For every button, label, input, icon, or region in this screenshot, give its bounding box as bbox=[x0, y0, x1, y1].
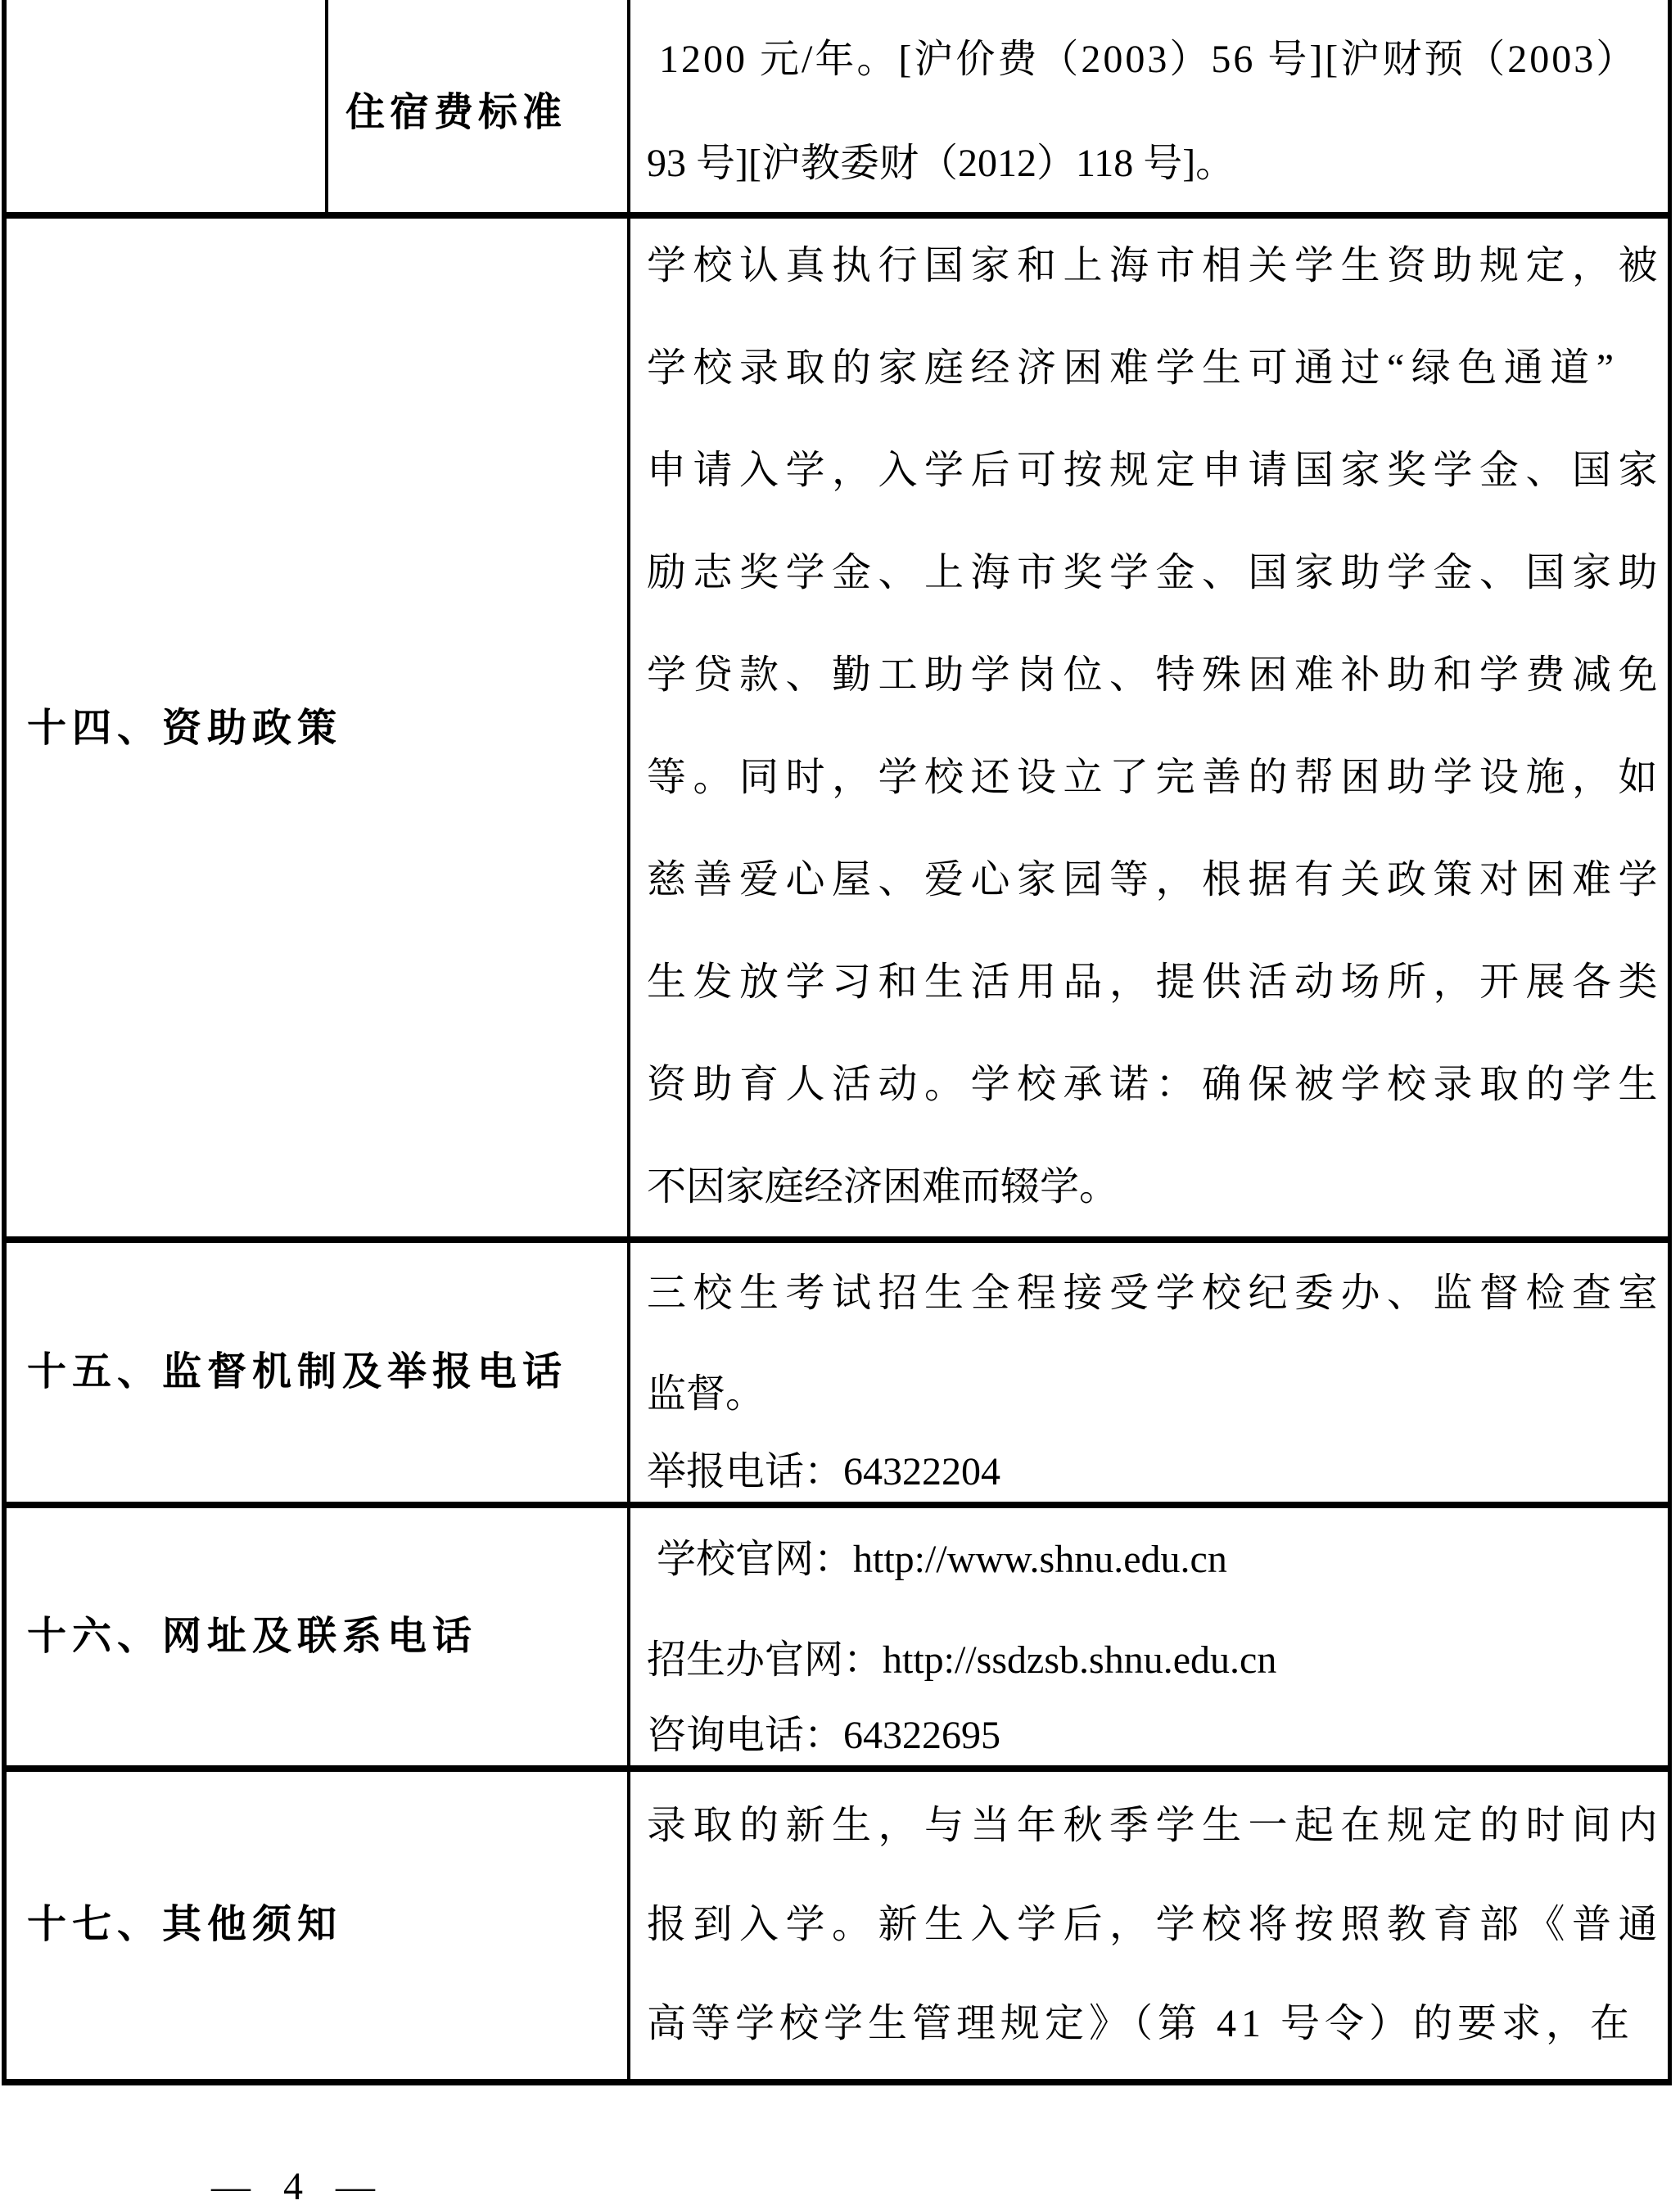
row-14-content-line: 申请入学，入学后可按规定申请国家奖学金、国家 bbox=[647, 449, 1665, 492]
row-lodging-label: 住宿费标准 bbox=[345, 91, 567, 134]
row-14-content-line: 学校认真执行国家和上海市相关学生资助规定，被 bbox=[647, 244, 1665, 287]
row-lodging-line: 93 号][沪教委财（2012）118 号]。 bbox=[647, 142, 1235, 185]
table-rule-2 bbox=[2, 1236, 1672, 1243]
row-17-content-line: 报到入学。新生入学后，学校将按照教育部《普通 bbox=[647, 1903, 1665, 1946]
row-14-content-line: 不因家庭经济困难而辍学。 bbox=[647, 1165, 1119, 1209]
table-border-left bbox=[2, 0, 7, 2085]
table-divider-col1 bbox=[325, 0, 328, 219]
row-14-label: 十四、资助政策 bbox=[27, 707, 343, 750]
row-17-content-line: 高等学校学生管理规定》（第 41 号令）的要求，在 bbox=[647, 2002, 1635, 2045]
table-rule-3 bbox=[2, 1502, 1672, 1508]
row-17-content-line: 录取的新生，与当年秋季学生一起在规定的时间内 bbox=[647, 1804, 1665, 1847]
row-14-content-line: 慈善爱心屋、爱心家园等，根据有关政策对困难学 bbox=[647, 858, 1665, 901]
table-rule-1 bbox=[2, 212, 1672, 219]
row-lodging-line: 1200 元/年。[沪价费（2003）56 号][沪财预（2003） bbox=[647, 38, 1638, 81]
row-15-report-phone: 举报电话：64322204 bbox=[647, 1450, 1001, 1493]
row-15-content-line: 三校生考试招生全程接受学校纪委办、监督检查室 bbox=[647, 1272, 1665, 1315]
row-14-content-line: 学校录取的家庭经济困难学生可通过“绿色通道” bbox=[647, 346, 1621, 390]
row-14-content-line: 等。同时，学校还设立了完善的帮困助学设施，如 bbox=[647, 756, 1665, 799]
row-14-content-line: 学贷款、勤工助学岗位、特殊困难补助和学费减免 bbox=[647, 653, 1665, 697]
table-rule-4 bbox=[2, 1765, 1672, 1772]
table-divider-col2 bbox=[627, 0, 630, 2085]
row-17-label: 十七、其他须知 bbox=[27, 1903, 343, 1946]
row-15-content-line: 监督。 bbox=[647, 1372, 765, 1416]
row-16-inquiry-phone: 咨询电话：64322695 bbox=[647, 1714, 1001, 1757]
table-border-bottom bbox=[2, 2079, 1672, 2085]
row-14-content-line: 生发放学习和生活用品，提供活动场所，开展各类 bbox=[647, 960, 1665, 1004]
table-border-right bbox=[1668, 0, 1672, 2085]
row-14-content-line: 励志奖学金、上海市奖学金、国家助学金、国家助 bbox=[647, 551, 1665, 594]
row-16-admissions-website: 招生办官网：http://ssdzsb.shnu.edu.cn bbox=[647, 1638, 1277, 1682]
row-16-school-website: 学校官网：http://www.shnu.edu.cn bbox=[647, 1538, 1227, 1581]
row-16-label: 十六、网址及联系电话 bbox=[27, 1615, 478, 1658]
row-14-content-line: 资助育人活动。学校承诺：确保被学校录取的学生 bbox=[647, 1063, 1665, 1106]
page-number: — 4 — bbox=[211, 2165, 386, 2205]
row-15-label: 十五、监督机制及举报电话 bbox=[27, 1350, 568, 1394]
